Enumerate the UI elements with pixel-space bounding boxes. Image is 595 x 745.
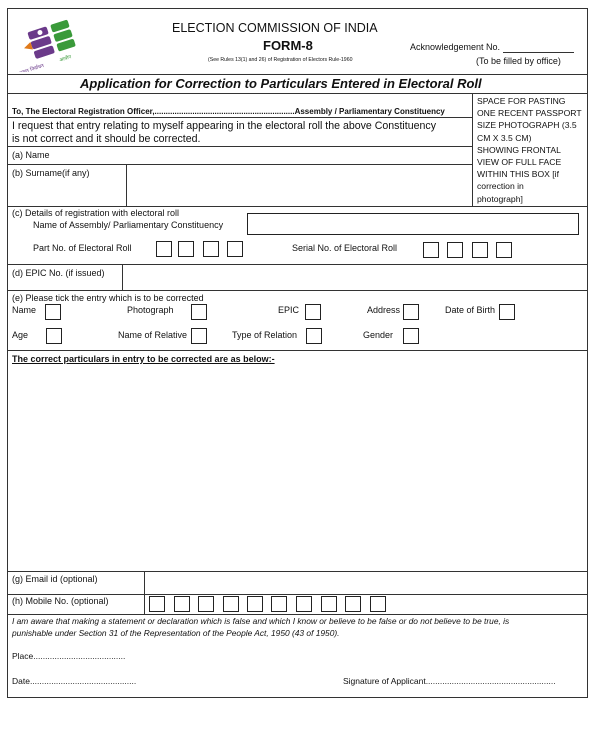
divider [7, 290, 588, 291]
photo-box-line: SIZE PHOTOGRAPH (3.5 [477, 120, 577, 131]
to-line [12, 107, 445, 116]
option-name-label: Name [12, 305, 37, 315]
mobile-digit-box[interactable] [370, 596, 386, 612]
option-gender-label: Gender [363, 330, 394, 340]
divider [7, 206, 588, 207]
part-no-label: Part No. of Electoral Roll [33, 243, 132, 253]
to-prefix: To, The Electoral Registration Officer, [12, 107, 155, 116]
divider [7, 146, 472, 147]
request-line-2: is not correct and it should be corrected. [12, 133, 201, 145]
part-no-digit-box[interactable] [156, 241, 172, 257]
mobile-digit-box[interactable] [247, 596, 263, 612]
place-field[interactable]: Place....................................... [12, 651, 126, 661]
ack-label: Acknowledgement No. [410, 42, 501, 52]
constituency-dots[interactable]: ............................................................... [154, 107, 295, 116]
date-field[interactable]: Date............................................. [12, 676, 137, 686]
photo-box-line: photograph] [477, 193, 523, 204]
serial-no-digit-box[interactable] [447, 242, 463, 258]
photo-box-line: VIEW OF FULL FACE [477, 157, 562, 168]
age-checkbox[interactable] [46, 328, 62, 344]
divider [144, 594, 145, 614]
divider [7, 93, 588, 94]
relative-checkbox[interactable] [191, 328, 207, 344]
option-epic-label: EPIC [278, 305, 300, 315]
mobile-digit-box[interactable] [149, 596, 165, 612]
address-checkbox[interactable] [403, 304, 419, 320]
option-address-label: Address [367, 305, 401, 315]
relation-checkbox[interactable] [306, 328, 322, 344]
form-title: Application for Correction to Particulars Entered in Electoral Roll [80, 76, 482, 91]
photo-box-line: WITHIN THIS BOX [if [477, 169, 559, 180]
form-number: FORM-8 [263, 38, 313, 53]
correct-particulars-heading: The correct particulars in entry to be corrected are as below:- [12, 354, 275, 364]
surname-field[interactable] [127, 165, 471, 205]
part-no-digit-box[interactable] [203, 241, 219, 257]
declaration-line-2: punishable under Section 31 of the Representation of the People Act, 1950 (43 of 1950). [12, 628, 340, 638]
photo-box-line: SPACE FOR PASTING [477, 96, 566, 106]
email-field[interactable] [145, 572, 587, 593]
photo-box-line: CM X 3.5 CM) [477, 132, 532, 143]
assembly-label: Name of Assembly/ Parliamentary Constituency [33, 220, 224, 230]
name-checkbox[interactable] [45, 304, 61, 320]
tick-entry-label: (e) Please tick the entry which is to be corrected [12, 293, 204, 303]
mobile-digit-box[interactable] [198, 596, 214, 612]
mobile-digit-box[interactable] [345, 596, 361, 612]
eci-logo [10, 16, 90, 72]
to-suffix: Assembly / Parliamentary Constituency [294, 107, 445, 116]
photo-box-text [477, 95, 582, 205]
declaration-line-1: I am aware that making a statement or declaration which is false and which I know or believe to be false or do not believe to be true, is [12, 616, 510, 626]
divider [7, 350, 588, 351]
photo-box-line: ONE RECENT PASSPORT [477, 108, 582, 119]
mobile-digit-box[interactable] [271, 596, 287, 612]
dob-checkbox[interactable] [499, 304, 515, 320]
serial-no-label: Serial No. of Electoral Roll [292, 243, 398, 253]
epic-label: (d) EPIC No. (if issued) [12, 268, 105, 278]
office-note: (To be filled by office) [476, 56, 561, 66]
divider [7, 74, 588, 75]
serial-no-digit-box[interactable] [472, 242, 488, 258]
divider [7, 117, 472, 118]
svg-text:भारत निर्वाचन: भारत निर्वाचन [18, 63, 45, 72]
photograph-checkbox[interactable] [191, 304, 207, 320]
correct-particulars-area[interactable] [8, 368, 587, 570]
mobile-digit-box[interactable] [321, 596, 337, 612]
option-relation-label: Type of Relation [232, 330, 298, 340]
photo-box-line: correction in [477, 181, 524, 192]
divider [7, 614, 588, 615]
mobile-digit-box[interactable] [223, 596, 239, 612]
option-dob-label: Date of Birth [445, 305, 496, 315]
svg-text:आयोग: आयोग [58, 54, 73, 64]
serial-no-digit-box[interactable] [423, 242, 439, 258]
divider [7, 594, 588, 595]
part-no-digit-box[interactable] [178, 241, 194, 257]
signature-field[interactable]: Signature of Applicant....................................................... [343, 676, 556, 686]
option-age-label: Age [12, 330, 29, 340]
rules-note: (See Rules 13(1) and 26) of Registration of Electors Rule-1960 [208, 57, 353, 63]
photo-box-line: SHOWING FRONTAL [477, 144, 561, 155]
commission-name: ELECTION COMMISSION OF INDIA [172, 21, 378, 35]
mobile-label: (h) Mobile No. (optional) [12, 596, 109, 606]
serial-no-digit-box[interactable] [496, 242, 512, 258]
part-no-digit-box[interactable] [227, 241, 243, 257]
ack-line[interactable] [503, 52, 574, 53]
epic-field[interactable] [123, 265, 587, 289]
photo-box-border [472, 93, 473, 206]
option-photograph-label: Photograph [127, 305, 174, 315]
mobile-digit-box[interactable] [174, 596, 190, 612]
assembly-field[interactable] [247, 213, 579, 235]
registration-label: (c) Details of registration with electoral roll [12, 208, 180, 218]
name-label: (a) Name [12, 150, 50, 160]
mobile-digit-box[interactable] [296, 596, 312, 612]
surname-label: (b) Surname(if any) [12, 168, 90, 178]
gender-checkbox[interactable] [403, 328, 419, 344]
email-label: (g) Email id (optional) [12, 574, 98, 584]
option-relative-label: Name of Relative [118, 330, 188, 340]
epic-checkbox[interactable] [305, 304, 321, 320]
request-line-1: I request that entry relating to myself appearing in the electoral roll the above Constituency [12, 120, 436, 132]
